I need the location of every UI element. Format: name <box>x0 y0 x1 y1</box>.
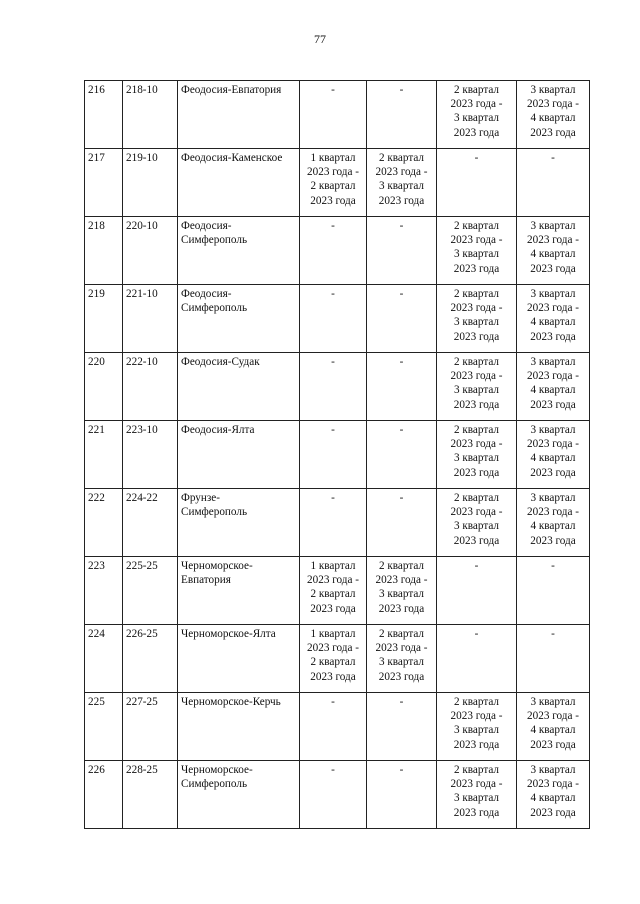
cell-period-4: - <box>517 625 590 693</box>
cell-route-code: 220-10 <box>123 217 178 285</box>
cell-period-4: 3 квартал 2023 года - 4 квартал 2023 года <box>517 693 590 761</box>
cell-period-4: 3 квартал 2023 года - 4 квартал 2023 года <box>517 421 590 489</box>
cell-period-3: 2 квартал 2023 года - 3 квартал 2023 года <box>437 693 517 761</box>
cell-period-4: - <box>517 557 590 625</box>
page-number: 77 <box>314 32 326 46</box>
table-body <box>85 81 590 829</box>
table-row <box>85 285 590 353</box>
cell-route-code: 228-25 <box>123 761 178 829</box>
cell-route-name: Феодосия-Евпатория <box>178 81 300 149</box>
cell-period-3: 2 квартал 2023 года - 3 квартал 2023 года <box>437 81 517 149</box>
cell-number: 217 <box>85 149 123 217</box>
cell-period-3: - <box>437 625 517 693</box>
cell-number: 225 <box>85 693 123 761</box>
table-row <box>85 693 590 761</box>
cell-period-2: 2 квартал 2023 года - 3 квартал 2023 года <box>367 149 437 217</box>
cell-period-2: - <box>367 421 437 489</box>
table-row <box>85 421 590 489</box>
table-row <box>85 557 590 625</box>
cell-period-2: - <box>367 761 437 829</box>
cell-period-2: - <box>367 353 437 421</box>
cell-period-1: - <box>300 489 367 557</box>
table-row <box>85 761 590 829</box>
cell-period-3: 2 квартал 2023 года - 3 квартал 2023 года <box>437 217 517 285</box>
cell-period-2: - <box>367 81 437 149</box>
cell-route-name: Феодосия-Ялта <box>178 421 300 489</box>
table-row <box>85 489 590 557</box>
cell-period-1: - <box>300 285 367 353</box>
cell-number: 223 <box>85 557 123 625</box>
cell-route-name: Феодосия-Каменское <box>178 149 300 217</box>
cell-period-1: 1 квартал 2023 года - 2 квартал 2023 года <box>300 149 367 217</box>
cell-route-name: Фрунзе- Симферополь <box>178 489 300 557</box>
cell-period-3: 2 квартал 2023 года - 3 квартал 2023 года <box>437 761 517 829</box>
cell-period-1: - <box>300 217 367 285</box>
cell-route-code: 221-10 <box>123 285 178 353</box>
cell-period-2: 2 квартал 2023 года - 3 квартал 2023 года <box>367 557 437 625</box>
cell-period-4: 3 квартал 2023 года - 4 квартал 2023 года <box>517 489 590 557</box>
cell-period-3: 2 квартал 2023 года - 3 квартал 2023 года <box>437 285 517 353</box>
cell-period-3: 2 квартал 2023 года - 3 квартал 2023 года <box>437 353 517 421</box>
cell-period-4: - <box>517 149 590 217</box>
cell-number: 219 <box>85 285 123 353</box>
cell-period-1: - <box>300 81 367 149</box>
schedule-table <box>84 80 590 829</box>
table-row <box>85 149 590 217</box>
cell-route-name: Черноморское- Евпатория <box>178 557 300 625</box>
cell-period-2: - <box>367 285 437 353</box>
cell-period-1: 1 квартал 2023 года - 2 квартал 2023 года <box>300 557 367 625</box>
cell-number: 221 <box>85 421 123 489</box>
cell-number: 222 <box>85 489 123 557</box>
cell-number: 216 <box>85 81 123 149</box>
cell-period-2: - <box>367 693 437 761</box>
cell-period-4: 3 квартал 2023 года - 4 квартал 2023 года <box>517 353 590 421</box>
cell-period-2: - <box>367 217 437 285</box>
cell-number: 220 <box>85 353 123 421</box>
cell-route-name: Черноморское-Керчь <box>178 693 300 761</box>
cell-period-3: - <box>437 557 517 625</box>
cell-period-2: - <box>367 489 437 557</box>
cell-route-name: Черноморское- Симферополь <box>178 761 300 829</box>
cell-period-1: 1 квартал 2023 года - 2 квартал 2023 года <box>300 625 367 693</box>
cell-route-code: 224-22 <box>123 489 178 557</box>
table-row <box>85 217 590 285</box>
cell-period-2: 2 квартал 2023 года - 3 квартал 2023 года <box>367 625 437 693</box>
cell-route-code: 227-25 <box>123 693 178 761</box>
cell-route-code: 225-25 <box>123 557 178 625</box>
cell-period-4: 3 квартал 2023 года - 4 квартал 2023 года <box>517 285 590 353</box>
cell-number: 224 <box>85 625 123 693</box>
cell-route-code: 223-10 <box>123 421 178 489</box>
cell-route-code: 222-10 <box>123 353 178 421</box>
cell-period-3: 2 квартал 2023 года - 3 квартал 2023 года <box>437 489 517 557</box>
cell-period-4: 3 квартал 2023 года - 4 квартал 2023 года <box>517 81 590 149</box>
cell-period-1: - <box>300 693 367 761</box>
cell-route-code: 226-25 <box>123 625 178 693</box>
cell-route-code: 218-10 <box>123 81 178 149</box>
cell-period-3: 2 квартал 2023 года - 3 квартал 2023 года <box>437 421 517 489</box>
table-row <box>85 625 590 693</box>
cell-route-name: Феодосия- Симферополь <box>178 285 300 353</box>
cell-route-name: Феодосия-Судак <box>178 353 300 421</box>
cell-number: 218 <box>85 217 123 285</box>
table-row <box>85 81 590 149</box>
cell-period-1: - <box>300 353 367 421</box>
cell-period-4: 3 квартал 2023 года - 4 квартал 2023 года <box>517 217 590 285</box>
table-row <box>85 353 590 421</box>
cell-period-1: - <box>300 421 367 489</box>
cell-route-name: Черноморское-Ялта <box>178 625 300 693</box>
cell-route-code: 219-10 <box>123 149 178 217</box>
cell-number: 226 <box>85 761 123 829</box>
cell-route-name: Феодосия- Симферополь <box>178 217 300 285</box>
cell-period-1: - <box>300 761 367 829</box>
cell-period-4: 3 квартал 2023 года - 4 квартал 2023 года <box>517 761 590 829</box>
cell-period-3: - <box>437 149 517 217</box>
